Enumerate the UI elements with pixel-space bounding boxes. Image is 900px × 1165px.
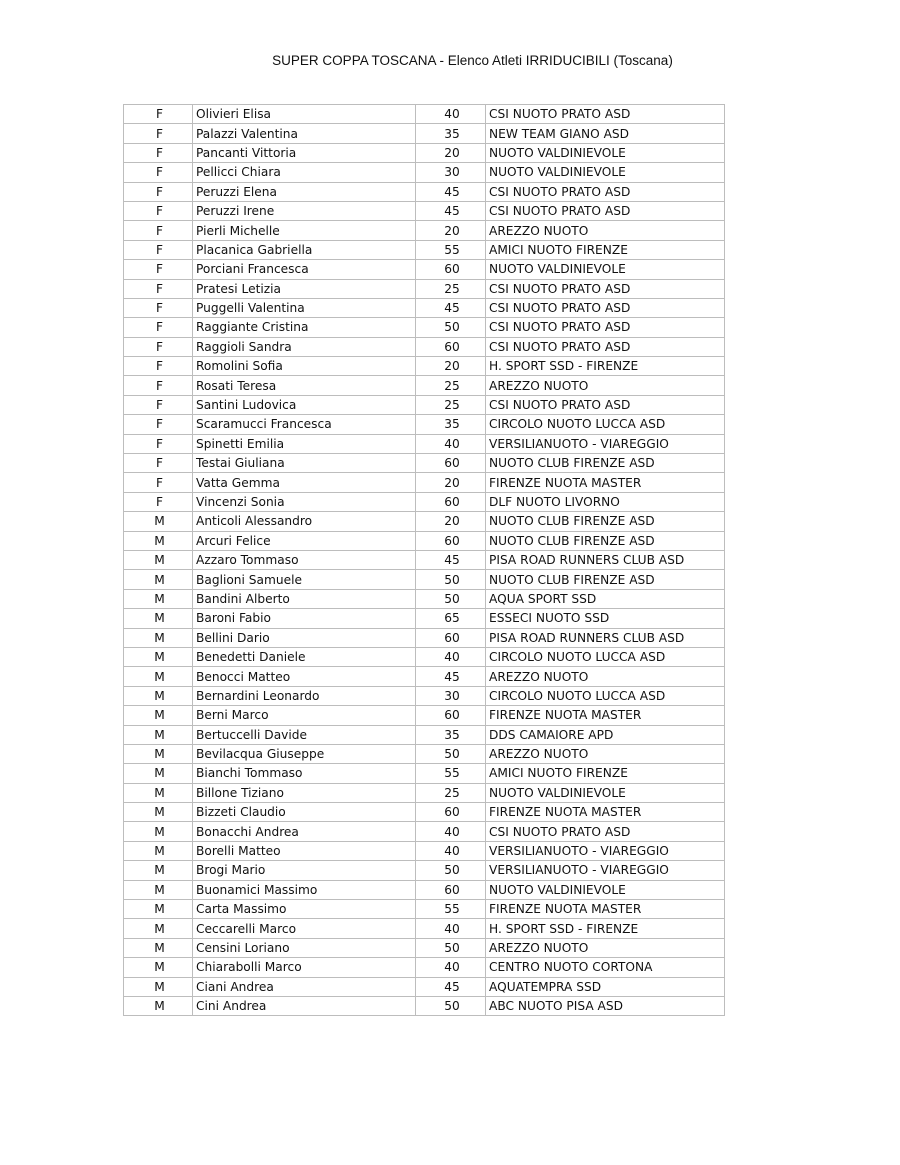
club-cell: VERSILIANUOTO - VIAREGGIO xyxy=(486,861,725,880)
category-cell: 40 xyxy=(416,105,486,124)
table-row xyxy=(124,105,725,124)
table-row xyxy=(124,919,725,938)
sex-cell: F xyxy=(124,376,193,395)
category-cell: 60 xyxy=(416,492,486,511)
club-cell: AMICI NUOTO FIRENZE xyxy=(486,240,725,259)
club-cell: ESSECI NUOTO SSD xyxy=(486,609,725,628)
table-row xyxy=(124,822,725,841)
club-cell: ABC NUOTO PISA ASD xyxy=(486,996,725,1015)
sex-cell: M xyxy=(124,609,193,628)
category-cell: 50 xyxy=(416,744,486,763)
category-cell: 55 xyxy=(416,240,486,259)
table-row xyxy=(124,240,725,259)
category-cell: 50 xyxy=(416,996,486,1015)
category-cell: 25 xyxy=(416,376,486,395)
club-cell: FIRENZE NUOTA MASTER xyxy=(486,706,725,725)
club-cell: FIRENZE NUOTA MASTER xyxy=(486,900,725,919)
category-cell: 40 xyxy=(416,434,486,453)
club-cell: PISA ROAD RUNNERS CLUB ASD xyxy=(486,628,725,647)
category-cell: 40 xyxy=(416,919,486,938)
athlete-name-cell: Raggioli Sandra xyxy=(193,337,416,356)
category-cell: 35 xyxy=(416,725,486,744)
category-cell: 60 xyxy=(416,628,486,647)
athlete-name-cell: Pratesi Letizia xyxy=(193,279,416,298)
athlete-name-cell: Baglioni Samuele xyxy=(193,570,416,589)
club-cell: CIRCOLO NUOTO LUCCA ASD xyxy=(486,647,725,666)
category-cell: 20 xyxy=(416,221,486,240)
athlete-name-cell: Spinetti Emilia xyxy=(193,434,416,453)
sex-cell: M xyxy=(124,589,193,608)
sex-cell: F xyxy=(124,415,193,434)
table-row xyxy=(124,298,725,317)
table-row xyxy=(124,841,725,860)
category-cell: 60 xyxy=(416,454,486,473)
athlete-name-cell: Billone Tiziano xyxy=(193,783,416,802)
table-row xyxy=(124,938,725,957)
table-row xyxy=(124,163,725,182)
table-row xyxy=(124,434,725,453)
athlete-name-cell: Pancanti Vittoria xyxy=(193,143,416,162)
athlete-name-cell: Bernardini Leonardo xyxy=(193,686,416,705)
category-cell: 60 xyxy=(416,706,486,725)
club-cell: CSI NUOTO PRATO ASD xyxy=(486,182,725,201)
club-cell: CSI NUOTO PRATO ASD xyxy=(486,298,725,317)
club-cell: AQUATEMPRA SSD xyxy=(486,977,725,996)
sex-cell: M xyxy=(124,667,193,686)
sex-cell: F xyxy=(124,221,193,240)
sex-cell: F xyxy=(124,434,193,453)
club-cell: NUOTO VALDINIEVOLE xyxy=(486,880,725,899)
sex-cell: F xyxy=(124,395,193,414)
athlete-name-cell: Cini Andrea xyxy=(193,996,416,1015)
athlete-name-cell: Buonamici Massimo xyxy=(193,880,416,899)
sex-cell: M xyxy=(124,919,193,938)
category-cell: 55 xyxy=(416,764,486,783)
category-cell: 40 xyxy=(416,647,486,666)
club-cell: CSI NUOTO PRATO ASD xyxy=(486,318,725,337)
table-row xyxy=(124,996,725,1015)
sex-cell: M xyxy=(124,628,193,647)
category-cell: 35 xyxy=(416,124,486,143)
category-cell: 20 xyxy=(416,473,486,492)
table-row xyxy=(124,589,725,608)
athlete-name-cell: Ceccarelli Marco xyxy=(193,919,416,938)
club-cell: AREZZO NUOTO xyxy=(486,667,725,686)
table-row xyxy=(124,260,725,279)
athlete-name-cell: Borelli Matteo xyxy=(193,841,416,860)
athlete-name-cell: Testai Giuliana xyxy=(193,454,416,473)
table-row xyxy=(124,744,725,763)
table-row xyxy=(124,686,725,705)
category-cell: 45 xyxy=(416,298,486,317)
category-cell: 20 xyxy=(416,512,486,531)
athlete-name-cell: Bonacchi Andrea xyxy=(193,822,416,841)
athlete-name-cell: Palazzi Valentina xyxy=(193,124,416,143)
table-row xyxy=(124,473,725,492)
club-cell: CSI NUOTO PRATO ASD xyxy=(486,201,725,220)
category-cell: 50 xyxy=(416,570,486,589)
club-cell: NUOTO VALDINIEVOLE xyxy=(486,260,725,279)
table-row xyxy=(124,861,725,880)
athlete-name-cell: Bevilacqua Giuseppe xyxy=(193,744,416,763)
club-cell: NUOTO VALDINIEVOLE xyxy=(486,163,725,182)
athletes-table-body xyxy=(124,105,725,1016)
table-row xyxy=(124,570,725,589)
category-cell: 60 xyxy=(416,803,486,822)
table-row xyxy=(124,764,725,783)
sex-cell: F xyxy=(124,143,193,162)
club-cell: CSI NUOTO PRATO ASD xyxy=(486,395,725,414)
athlete-name-cell: Censini Loriano xyxy=(193,938,416,957)
club-cell: CENTRO NUOTO CORTONA xyxy=(486,958,725,977)
athlete-name-cell: Anticoli Alessandro xyxy=(193,512,416,531)
sex-cell: F xyxy=(124,318,193,337)
table-row xyxy=(124,512,725,531)
sex-cell: F xyxy=(124,163,193,182)
table-row xyxy=(124,357,725,376)
club-cell: CSI NUOTO PRATO ASD xyxy=(486,105,725,124)
athlete-name-cell: Pellicci Chiara xyxy=(193,163,416,182)
athlete-name-cell: Santini Ludovica xyxy=(193,395,416,414)
club-cell: CIRCOLO NUOTO LUCCA ASD xyxy=(486,415,725,434)
sex-cell: F xyxy=(124,473,193,492)
sex-cell: M xyxy=(124,706,193,725)
athlete-name-cell: Placanica Gabriella xyxy=(193,240,416,259)
sex-cell: F xyxy=(124,124,193,143)
athletes-table xyxy=(123,104,725,1016)
category-cell: 45 xyxy=(416,201,486,220)
category-cell: 45 xyxy=(416,550,486,569)
table-row xyxy=(124,706,725,725)
sex-cell: M xyxy=(124,880,193,899)
athlete-name-cell: Benocci Matteo xyxy=(193,667,416,686)
sex-cell: M xyxy=(124,783,193,802)
sex-cell: M xyxy=(124,900,193,919)
category-cell: 60 xyxy=(416,880,486,899)
category-cell: 45 xyxy=(416,182,486,201)
sex-cell: M xyxy=(124,977,193,996)
athlete-name-cell: Porciani Francesca xyxy=(193,260,416,279)
category-cell: 25 xyxy=(416,783,486,802)
category-cell: 50 xyxy=(416,318,486,337)
sex-cell: M xyxy=(124,570,193,589)
table-row xyxy=(124,395,725,414)
club-cell: H. SPORT SSD - FIRENZE xyxy=(486,357,725,376)
category-cell: 55 xyxy=(416,900,486,919)
table-row xyxy=(124,550,725,569)
sex-cell: M xyxy=(124,512,193,531)
athlete-name-cell: Brogi Mario xyxy=(193,861,416,880)
table-row xyxy=(124,628,725,647)
table-row xyxy=(124,900,725,919)
table-row xyxy=(124,454,725,473)
club-cell: CSI NUOTO PRATO ASD xyxy=(486,337,725,356)
table-row xyxy=(124,415,725,434)
club-cell: NUOTO VALDINIEVOLE xyxy=(486,783,725,802)
sex-cell: M xyxy=(124,531,193,550)
page-title: SUPER COPPA TOSCANA - Elenco Atleti IRRIDUCIBILI (Toscana) xyxy=(272,53,673,68)
club-cell: PISA ROAD RUNNERS CLUB ASD xyxy=(486,550,725,569)
category-cell: 60 xyxy=(416,337,486,356)
club-cell: AREZZO NUOTO xyxy=(486,938,725,957)
athlete-name-cell: Olivieri Elisa xyxy=(193,105,416,124)
category-cell: 50 xyxy=(416,861,486,880)
table-row xyxy=(124,609,725,628)
club-cell: AREZZO NUOTO xyxy=(486,221,725,240)
sex-cell: F xyxy=(124,337,193,356)
club-cell: VERSILIANUOTO - VIAREGGIO xyxy=(486,434,725,453)
athlete-name-cell: Vatta Gemma xyxy=(193,473,416,492)
category-cell: 20 xyxy=(416,143,486,162)
athlete-name-cell: Bellini Dario xyxy=(193,628,416,647)
table-row xyxy=(124,221,725,240)
category-cell: 30 xyxy=(416,686,486,705)
sex-cell: F xyxy=(124,182,193,201)
table-row xyxy=(124,803,725,822)
sex-cell: M xyxy=(124,996,193,1015)
athlete-name-cell: Arcuri Felice xyxy=(193,531,416,550)
category-cell: 40 xyxy=(416,958,486,977)
table-row xyxy=(124,667,725,686)
sex-cell: M xyxy=(124,803,193,822)
athlete-name-cell: Pierli Michelle xyxy=(193,221,416,240)
athlete-name-cell: Raggiante Cristina xyxy=(193,318,416,337)
sex-cell: F xyxy=(124,105,193,124)
club-cell: CSI NUOTO PRATO ASD xyxy=(486,279,725,298)
table-row xyxy=(124,124,725,143)
sex-cell: M xyxy=(124,725,193,744)
category-cell: 60 xyxy=(416,260,486,279)
table-row xyxy=(124,279,725,298)
club-cell: VERSILIANUOTO - VIAREGGIO xyxy=(486,841,725,860)
category-cell: 50 xyxy=(416,938,486,957)
sex-cell: M xyxy=(124,938,193,957)
athlete-name-cell: Puggelli Valentina xyxy=(193,298,416,317)
table-row xyxy=(124,725,725,744)
sex-cell: M xyxy=(124,764,193,783)
club-cell: H. SPORT SSD - FIRENZE xyxy=(486,919,725,938)
club-cell: NUOTO VALDINIEVOLE xyxy=(486,143,725,162)
table-row xyxy=(124,318,725,337)
table-row xyxy=(124,958,725,977)
table-row xyxy=(124,977,725,996)
club-cell: CIRCOLO NUOTO LUCCA ASD xyxy=(486,686,725,705)
sex-cell: M xyxy=(124,686,193,705)
table-row xyxy=(124,783,725,802)
sex-cell: M xyxy=(124,841,193,860)
club-cell: NEW TEAM GIANO ASD xyxy=(486,124,725,143)
table-row xyxy=(124,376,725,395)
sex-cell: M xyxy=(124,647,193,666)
category-cell: 40 xyxy=(416,822,486,841)
sex-cell: M xyxy=(124,958,193,977)
club-cell: NUOTO CLUB FIRENZE ASD xyxy=(486,570,725,589)
athlete-name-cell: Benedetti Daniele xyxy=(193,647,416,666)
sex-cell: M xyxy=(124,861,193,880)
category-cell: 25 xyxy=(416,279,486,298)
category-cell: 30 xyxy=(416,163,486,182)
category-cell: 45 xyxy=(416,977,486,996)
category-cell: 60 xyxy=(416,531,486,550)
athlete-name-cell: Bertuccelli Davide xyxy=(193,725,416,744)
club-cell: NUOTO CLUB FIRENZE ASD xyxy=(486,531,725,550)
athlete-name-cell: Peruzzi Irene xyxy=(193,201,416,220)
category-cell: 25 xyxy=(416,395,486,414)
sex-cell: F xyxy=(124,357,193,376)
club-cell: CSI NUOTO PRATO ASD xyxy=(486,822,725,841)
club-cell: FIRENZE NUOTA MASTER xyxy=(486,803,725,822)
club-cell: NUOTO CLUB FIRENZE ASD xyxy=(486,454,725,473)
table-row xyxy=(124,201,725,220)
table-row xyxy=(124,531,725,550)
club-cell: DDS CAMAIORE APD xyxy=(486,725,725,744)
table-row xyxy=(124,880,725,899)
athlete-name-cell: Romolini Sofia xyxy=(193,357,416,376)
athlete-name-cell: Chiarabolli Marco xyxy=(193,958,416,977)
athlete-name-cell: Carta Massimo xyxy=(193,900,416,919)
athlete-name-cell: Berni Marco xyxy=(193,706,416,725)
sex-cell: F xyxy=(124,279,193,298)
sex-cell: F xyxy=(124,298,193,317)
sex-cell: M xyxy=(124,550,193,569)
club-cell: DLF NUOTO LIVORNO xyxy=(486,492,725,511)
category-cell: 45 xyxy=(416,667,486,686)
sex-cell: F xyxy=(124,492,193,511)
club-cell: NUOTO CLUB FIRENZE ASD xyxy=(486,512,725,531)
sex-cell: F xyxy=(124,260,193,279)
club-cell: AMICI NUOTO FIRENZE xyxy=(486,764,725,783)
athlete-name-cell: Baroni Fabio xyxy=(193,609,416,628)
athlete-name-cell: Rosati Teresa xyxy=(193,376,416,395)
category-cell: 40 xyxy=(416,841,486,860)
athlete-name-cell: Ciani Andrea xyxy=(193,977,416,996)
category-cell: 65 xyxy=(416,609,486,628)
athlete-name-cell: Bandini Alberto xyxy=(193,589,416,608)
club-cell: FIRENZE NUOTA MASTER xyxy=(486,473,725,492)
club-cell: AQUA SPORT SSD xyxy=(486,589,725,608)
table-row xyxy=(124,337,725,356)
athlete-name-cell: Vincenzi Sonia xyxy=(193,492,416,511)
sex-cell: F xyxy=(124,240,193,259)
table-row xyxy=(124,182,725,201)
table-row xyxy=(124,143,725,162)
category-cell: 50 xyxy=(416,589,486,608)
athlete-name-cell: Bianchi Tommaso xyxy=(193,764,416,783)
table-row xyxy=(124,647,725,666)
category-cell: 35 xyxy=(416,415,486,434)
athlete-name-cell: Peruzzi Elena xyxy=(193,182,416,201)
table-row xyxy=(124,492,725,511)
sex-cell: M xyxy=(124,744,193,763)
athlete-name-cell: Azzaro Tommaso xyxy=(193,550,416,569)
category-cell: 20 xyxy=(416,357,486,376)
club-cell: AREZZO NUOTO xyxy=(486,744,725,763)
athlete-name-cell: Bizzeti Claudio xyxy=(193,803,416,822)
sex-cell: F xyxy=(124,454,193,473)
athlete-name-cell: Scaramucci Francesca xyxy=(193,415,416,434)
club-cell: AREZZO NUOTO xyxy=(486,376,725,395)
sex-cell: F xyxy=(124,201,193,220)
sex-cell: M xyxy=(124,822,193,841)
